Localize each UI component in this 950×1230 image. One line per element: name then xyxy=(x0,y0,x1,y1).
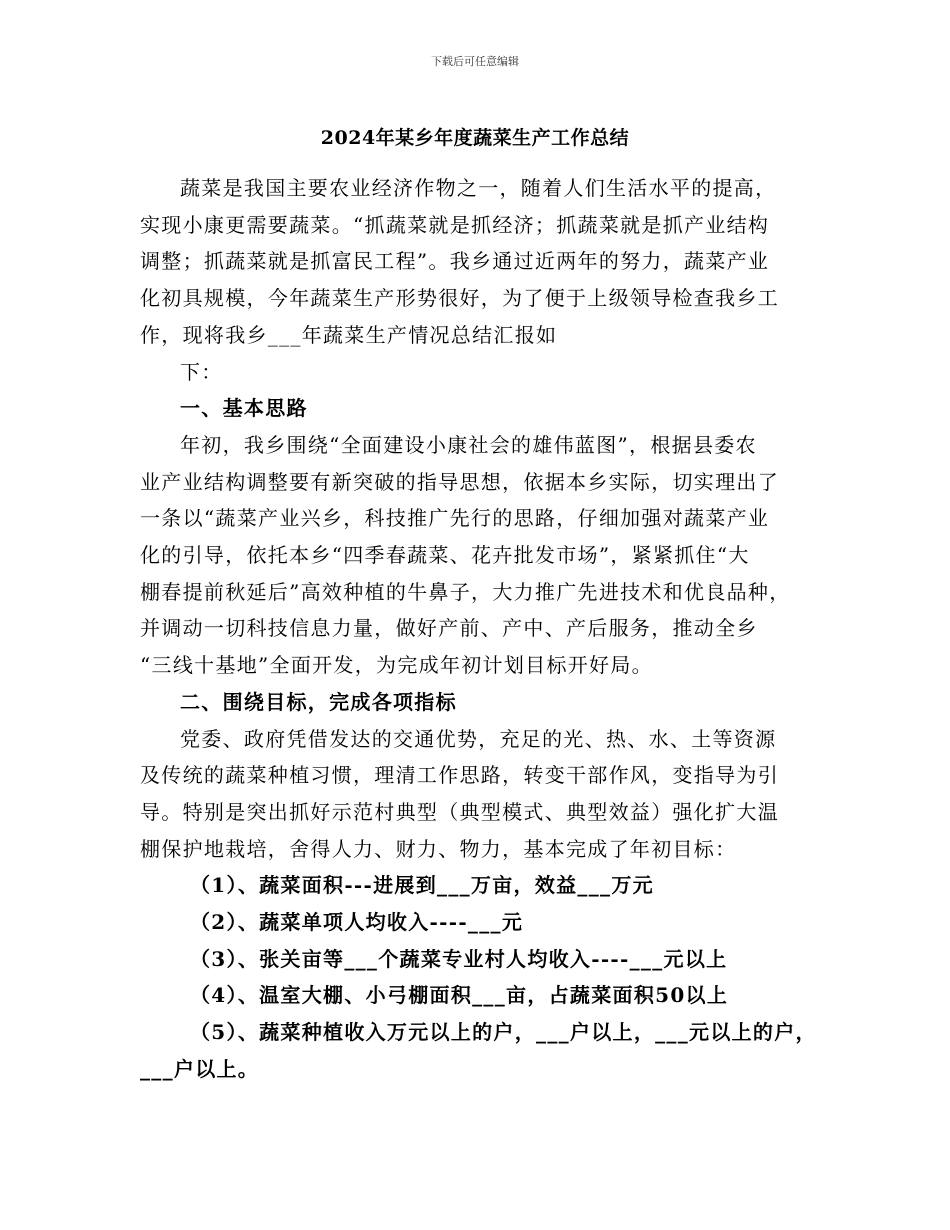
list-item: （3）、张关亩等___个蔬菜专业村人均收入----___元以上 xyxy=(190,946,728,971)
section-heading-targets: 二、围绕目标，完成各项指标 xyxy=(180,689,457,714)
section1-line: 一条以“蔬菜产业兴乡，科技推广先行的思路，仔细加强对蔬菜产业 xyxy=(140,506,770,531)
list-item: （2）、蔬菜单项人均收入----___元 xyxy=(190,910,524,935)
document-title: 2024年某乡年度蔬菜生产工作总结 xyxy=(320,127,630,149)
section2-line: 棚保护地栽培，舍得人力、财力、物力，基本完成了年初目标： xyxy=(140,836,737,861)
section2-line: 党委、政府凭借发达的交通优势，充足的光、热、水、土等资源 xyxy=(180,726,777,751)
intro-line: 调整；抓蔬菜就是抓富民工程”。我乡通过近两年的努力，蔬菜产业 xyxy=(140,249,770,274)
section2-paragraph-cont xyxy=(140,757,830,867)
section2-paragraph xyxy=(140,721,830,758)
intro-paragraph-cont xyxy=(140,207,830,354)
intro-line: 实现小康更需要蔬菜。“抓蔬菜就是抓经济；抓蔬菜就是抓产业结构 xyxy=(140,212,770,237)
section1-line: 棚春提前秋延后”高效种植的牛鼻子，大力推广先进技术和优良品种， xyxy=(140,579,791,604)
section1-paragraph-cont xyxy=(140,464,830,684)
section1-line: “三线十基地”全面开发，为完成年初计划目标开好局。 xyxy=(140,653,653,678)
intro-line: 化初具规模，今年蔬菜生产形势很好，为了便于上级领导检查我乡工 xyxy=(140,286,779,311)
document-body xyxy=(140,170,830,1088)
intro-tail: 下： xyxy=(180,359,223,384)
section1-line: 业产业结构调整要有新突破的指导思想，依据本乡实际，切实理出了 xyxy=(140,469,779,494)
intro-line: 作，现将我乡___年蔬菜生产情况总结汇报如 xyxy=(140,322,558,347)
section1-line: 化的引导，依托本乡“四季春蔬菜、花卉批发市场”，紧紧抓住“大 xyxy=(140,543,750,568)
intro-line: 蔬菜是我国主要农业经济作物之一，随着人们生活水平的提高， xyxy=(180,176,777,200)
section-heading-basic-ideas: 一、基本思路 xyxy=(180,396,308,421)
list-item-cont: ___户以上。 xyxy=(140,1056,260,1081)
intro-paragraph xyxy=(140,170,830,207)
section2-line: 导。特别是突出抓好示范村典型（典型模式、典型效益）强化扩大温 xyxy=(140,799,779,824)
page-header-note: 下载后可任意编辑 xyxy=(431,55,519,68)
section2-line: 及传统的蔬菜种植习惯，理清工作思路，转变干部作风，变指导为引 xyxy=(140,763,779,788)
list-item: （1）、蔬菜面积---进展到___万亩，效益___万元 xyxy=(190,873,654,898)
list-item: （4）、温室大棚、小弓棚面积___亩，占蔬菜面积50以上 xyxy=(190,983,729,1008)
section1-line: 年初，我乡围绕“全面建设小康社会的雄伟蓝图”，根据县委农 xyxy=(180,432,757,457)
section1-paragraph xyxy=(140,427,830,464)
list-item: （5）、蔬菜种植收入万元以上的户，___户以上，___元以上的户， xyxy=(190,1020,817,1045)
section1-line: 并调动一切科技信息力量，做好产前、产中、产后服务，推动全乡 xyxy=(140,616,758,641)
